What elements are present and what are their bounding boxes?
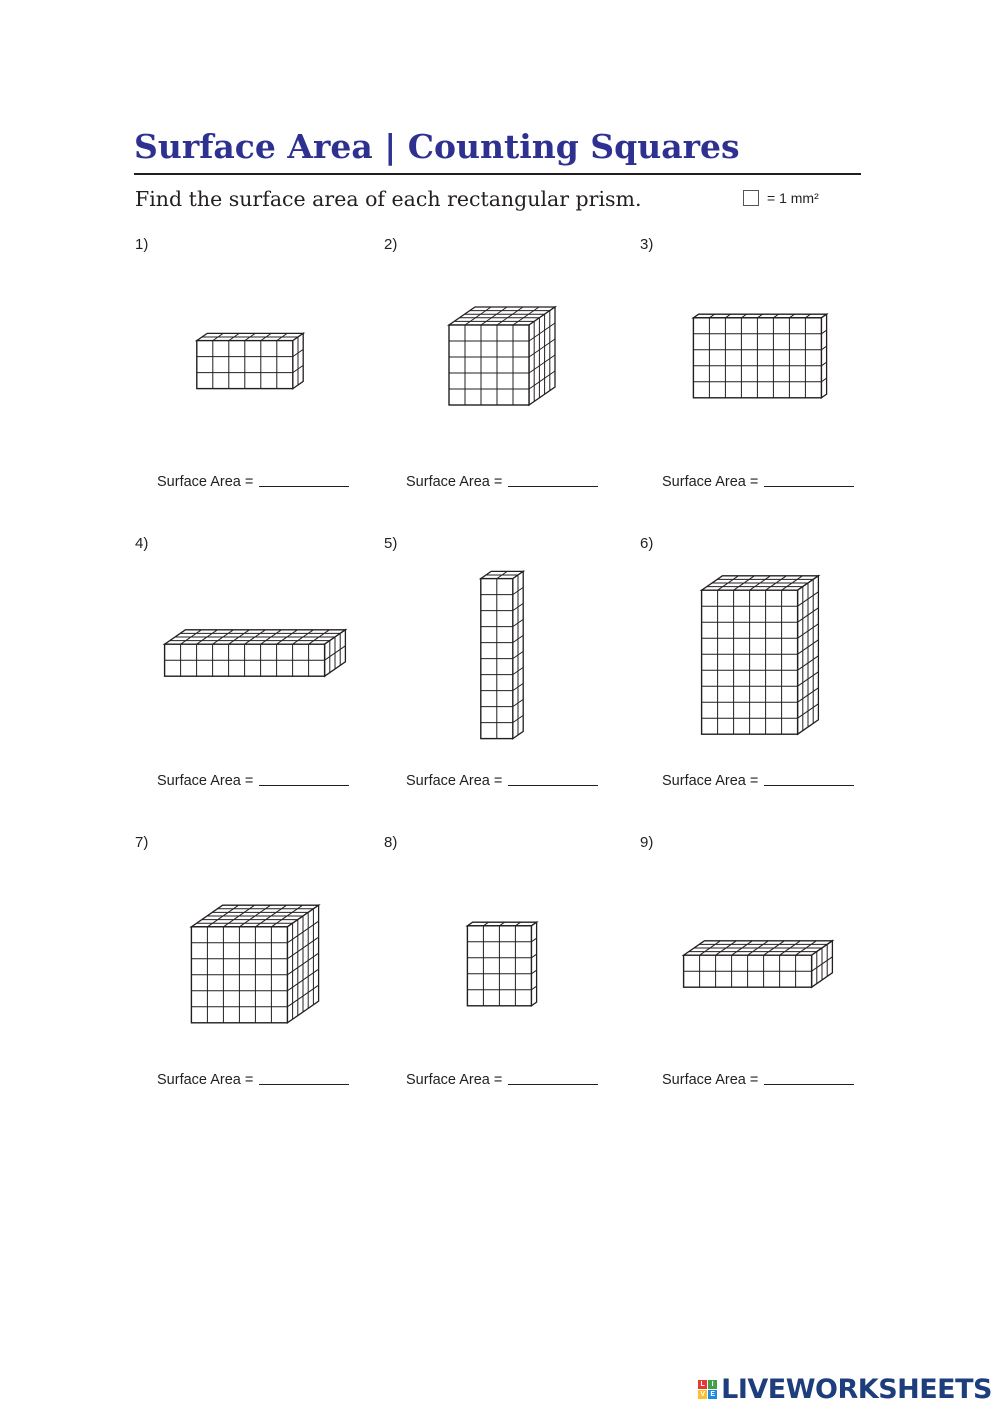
unit-square-icon — [743, 190, 759, 206]
problem-number: 9) — [640, 834, 654, 851]
problem-number: 1) — [135, 236, 149, 253]
answer-blank[interactable] — [259, 1084, 349, 1085]
brand-mark-icon — [698, 1380, 717, 1399]
prism-drawing — [640, 236, 880, 466]
brand-mark-letter: L — [698, 1380, 707, 1389]
prism-drawing — [135, 236, 375, 466]
answer-blank[interactable] — [259, 486, 349, 487]
problem-number: 5) — [384, 535, 398, 552]
prism-figure-7 — [135, 834, 375, 1064]
brand-mark-letter: E — [708, 1390, 717, 1399]
prism-figure-8 — [384, 834, 624, 1064]
answer-row — [406, 474, 598, 490]
answer-label: Surface Area = — [406, 1072, 503, 1088]
problem-number: 7) — [135, 834, 149, 851]
brand-mark-letter: I — [708, 1380, 717, 1389]
answer-row — [662, 773, 854, 789]
answer-label: Surface Area = — [662, 474, 759, 490]
prism-figure-9 — [640, 834, 880, 1064]
problem-7 — [135, 834, 375, 1124]
prism-drawing — [640, 834, 880, 1064]
prism-side-face — [821, 314, 826, 398]
answer-row — [406, 773, 598, 789]
unit-legend — [743, 190, 819, 206]
problem-number: 4) — [135, 535, 149, 552]
brand-name: LIVEWORKSHEETS — [721, 1374, 992, 1405]
prism-side-face — [531, 922, 536, 1006]
problem-1 — [135, 236, 375, 526]
prism-figure-5 — [384, 535, 624, 765]
problem-number: 3) — [640, 236, 654, 253]
legend-text: = 1 mm² — [767, 190, 819, 206]
answer-blank[interactable] — [764, 1084, 854, 1085]
prism-drawing — [135, 834, 375, 1064]
problem-6 — [640, 535, 880, 825]
prism-figure-4 — [135, 535, 375, 765]
problem-2 — [384, 236, 624, 526]
answer-row — [157, 474, 349, 490]
prism-drawing — [384, 535, 624, 765]
answer-row — [157, 1072, 349, 1088]
prism-drawing — [135, 535, 375, 765]
answer-row — [662, 1072, 854, 1088]
answer-label: Surface Area = — [662, 773, 759, 789]
prism-figure-1 — [135, 236, 375, 466]
answer-row — [662, 474, 854, 490]
brand-mark-letter: V — [698, 1390, 707, 1399]
answer-blank[interactable] — [764, 785, 854, 786]
answer-label: Surface Area = — [406, 773, 503, 789]
problem-5 — [384, 535, 624, 825]
instructions: Find the surface area of each rectangular prism. — [135, 187, 642, 211]
problem-9 — [640, 834, 880, 1124]
liveworksheets-logo — [698, 1374, 992, 1405]
prism-figure-6 — [640, 535, 880, 765]
answer-blank[interactable] — [259, 785, 349, 786]
answer-row — [406, 1072, 598, 1088]
prism-front-face — [449, 325, 529, 405]
answer-label: Surface Area = — [157, 1072, 254, 1088]
prism-drawing — [640, 535, 880, 765]
answer-label: Surface Area = — [662, 1072, 759, 1088]
answer-row — [157, 773, 349, 789]
problem-number: 8) — [384, 834, 398, 851]
page-title: Surface Area | Counting Squares — [134, 127, 740, 166]
prism-figure-3 — [640, 236, 880, 466]
prism-figure-2 — [384, 236, 624, 466]
problem-8 — [384, 834, 624, 1124]
prism-drawing — [384, 834, 624, 1064]
answer-label: Surface Area = — [406, 474, 503, 490]
problem-number: 6) — [640, 535, 654, 552]
answer-blank[interactable] — [508, 1084, 598, 1085]
answer-blank[interactable] — [508, 785, 598, 786]
title-divider — [134, 173, 861, 175]
answer-blank[interactable] — [764, 486, 854, 487]
problem-3 — [640, 236, 880, 526]
problem-4 — [135, 535, 375, 825]
answer-blank[interactable] — [508, 486, 598, 487]
answer-label: Surface Area = — [157, 474, 254, 490]
prism-drawing — [384, 236, 624, 466]
answer-label: Surface Area = — [157, 773, 254, 789]
problem-number: 2) — [384, 236, 398, 253]
